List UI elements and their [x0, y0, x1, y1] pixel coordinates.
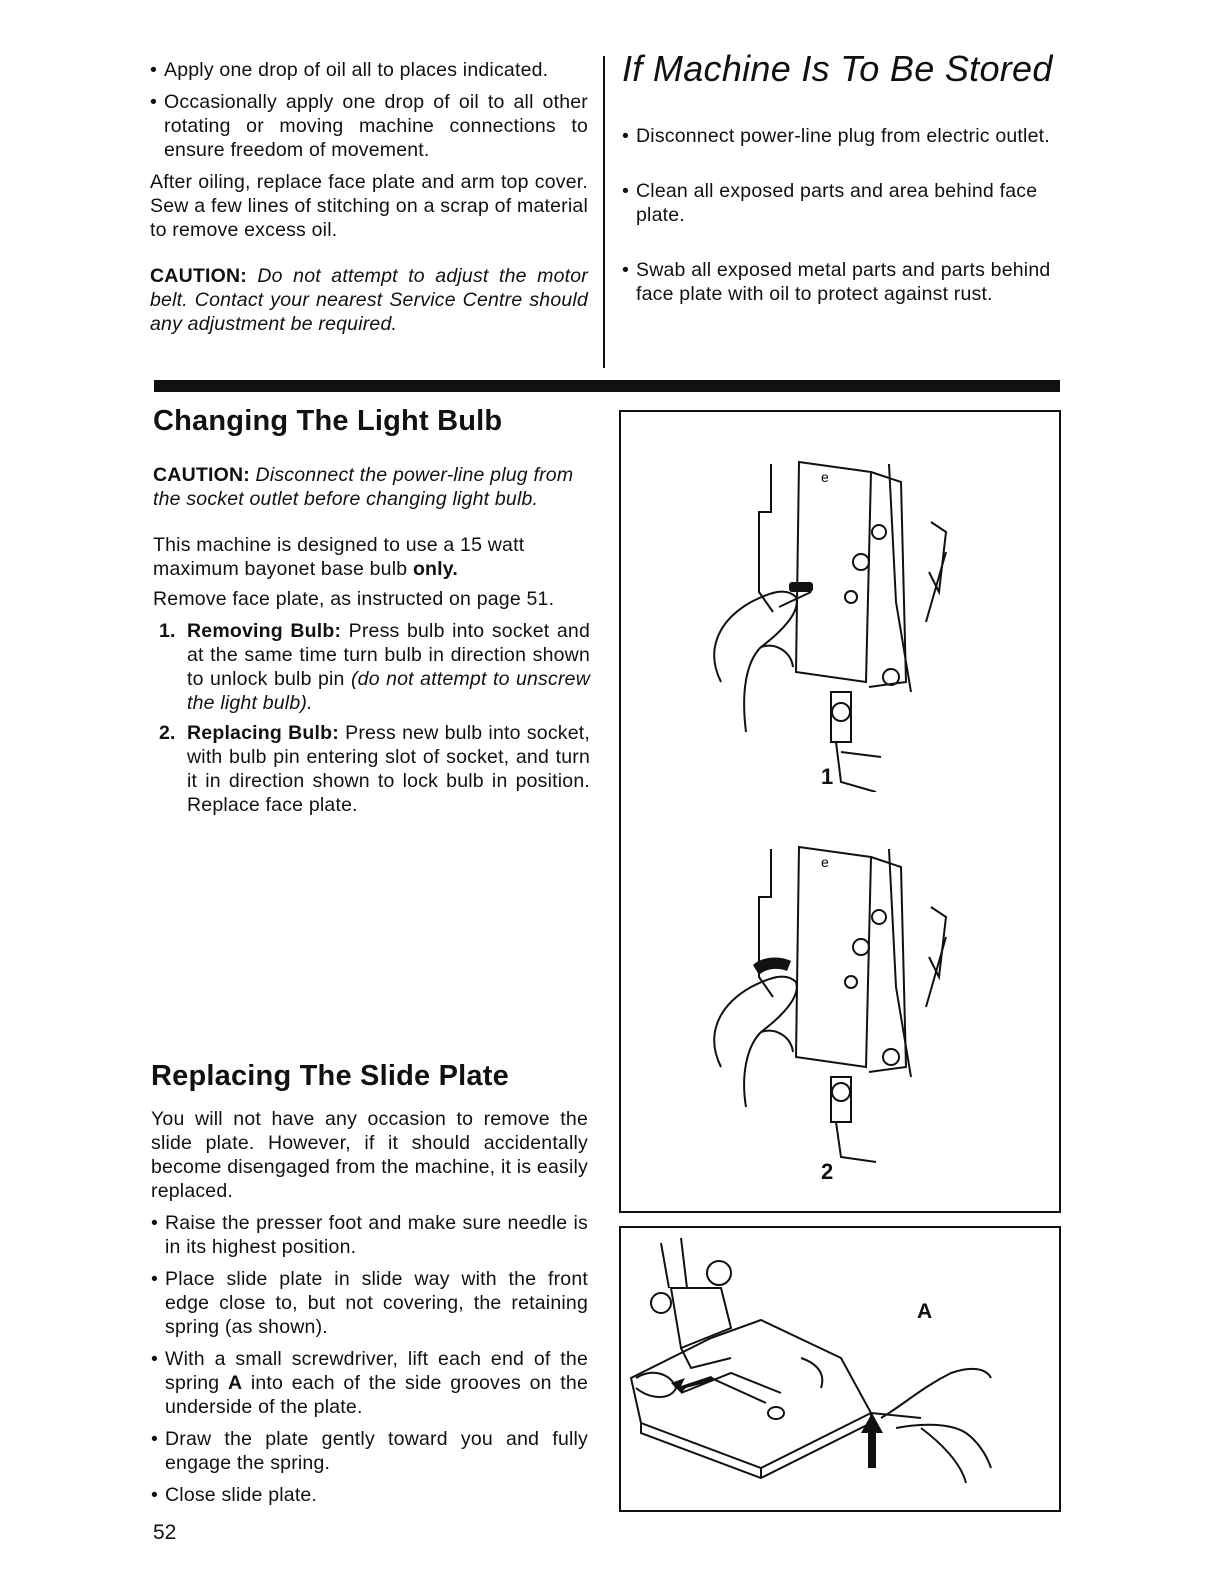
storage-title: If Machine Is To Be Stored	[622, 48, 1053, 89]
slide-plate-section	[151, 1060, 588, 1507]
oiling-paragraph: After oiling, replace face plate and arm top cover. Sew a few lines of stitching on a scrap of material to remove excess oil.	[150, 171, 588, 241]
fig3-spring-label: A	[917, 1300, 933, 1323]
step-replacing-bulb: 2. Replacing Bulb: Press new bulb into socket, with bulb pin entering slot of socket, and turn it in direction shown to lock bulb in position. Replace face plate.	[159, 722, 590, 816]
slide-plate-figure-frame	[619, 1226, 1061, 1512]
slide-step-5: • Close slide plate.	[151, 1483, 588, 1507]
bulb-figure-frame	[619, 410, 1061, 1213]
fig2-label: 2	[821, 1159, 834, 1184]
fig1-part-mark: e	[821, 469, 829, 485]
slide-step-1: • Raise the presser foot and make sure needle is in its highest position.	[151, 1211, 588, 1259]
oil-bullet-1: • Apply one drop of oil all to places indicated.	[150, 58, 588, 82]
storage-item: • Clean all exposed parts and area behind face plate.	[622, 179, 1062, 227]
storage-item: • Disconnect power-line plug from electric outlet.	[622, 124, 1062, 148]
storage-section	[622, 48, 1062, 306]
section-rule	[154, 380, 1060, 392]
page-number: 52	[153, 1521, 177, 1544]
motor-caution	[150, 264, 588, 336]
column-divider	[603, 56, 605, 368]
bulb-caution: CAUTION: Disconnect the power-line plug from the socket outlet before changing light bulb.	[153, 464, 574, 510]
caution-text: Do not attempt to adjust the motor belt. Contact your nearest Service Centre should any adjustment be required.	[150, 265, 588, 335]
bulb-removal-illustration	[701, 452, 981, 792]
storage-item: • Swab all exposed metal parts and parts behind face plate with oil to protect against rust.	[622, 258, 1062, 306]
oiling-instructions	[150, 58, 588, 336]
bulb-replacement-illustration	[701, 837, 981, 1167]
caution-label: CAUTION:	[150, 265, 247, 287]
fig1-label: 1	[821, 764, 834, 789]
fig2-part-mark: e	[821, 854, 829, 870]
slide-plate-paragraph: You will not have any occasion to remove the slide plate. However, if it should accidentally become disengaged from the machine, it is easily replaced.	[151, 1108, 588, 1202]
slide-step-3: • With a small screwdriver, lift each end of the spring A into each of the side grooves on the underside of the plate.	[151, 1347, 588, 1419]
remove-face-plate-paragraph: Remove face plate, as instructed on page 51.	[153, 588, 555, 610]
light-bulb-section	[153, 405, 590, 817]
slide-step-2: • Place slide plate in slide way with the front edge close to, but not covering, the retaining spring (as shown).	[151, 1267, 588, 1339]
slide-step-4: • Draw the plate gently toward you and fully engage the spring.	[151, 1427, 588, 1475]
bulb-wattage-paragraph: This machine is designed to use a 15 watt maximum bayonet base bulb only.	[153, 534, 525, 580]
light-bulb-title: Changing The Light Bulb	[153, 405, 503, 437]
slide-plate-illustration	[621, 1228, 1059, 1510]
slide-plate-title: Replacing The Slide Plate	[151, 1060, 509, 1092]
step-removing-bulb: 1. Removing Bulb: Press bulb into socket and at the same time turn bulb in direction shown to unlock bulb pin (do not attempt to unscrew the light bulb).	[159, 620, 590, 714]
oil-bullet-2: • Occasionally apply one drop of oil to all other rotating or moving machine connections to ensure freedom of movement.	[150, 90, 588, 162]
